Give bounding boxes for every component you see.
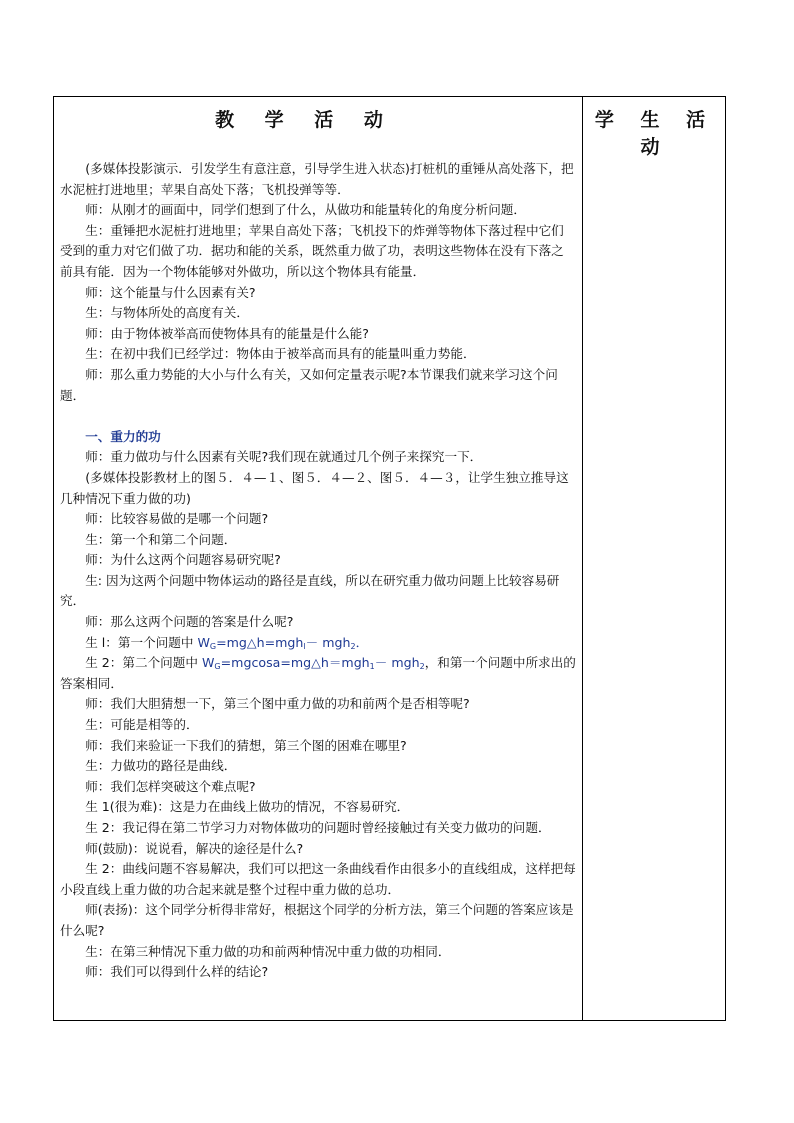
paragraph: 生: 因为这两个问题中物体运动的路径是直线，所以在研究重力做功问题上比较容易研究． bbox=[60, 572, 560, 609]
w-symbol: W bbox=[201, 655, 215, 671]
paragraph: 师：重力做功与什么因素有关呢?我们现在就通过几个例子来探究一下． bbox=[85, 449, 483, 465]
spacer bbox=[60, 406, 576, 427]
paragraph: (多媒体投影教材上的图５．４—１、图５．４—２、图５．４—３，让学生独立推导这几种情况下重力做的功) bbox=[60, 469, 569, 506]
subscript-g: G bbox=[214, 662, 221, 672]
paragraph: 生 2：曲线问题不容易解决，我们可以把这一条曲线看作由很多小的直线组成，这样把每小段直线上重力做的功合起来就是整个过程中重力做的总功． bbox=[60, 861, 576, 897]
paragraph: 师：由于物体被举高而使物体具有的能量是什么能? bbox=[85, 325, 369, 341]
student-activity-header: 学 生 活 动 bbox=[594, 109, 716, 158]
line-suffix: ，和第一个问题中所求出的答案相同． bbox=[60, 655, 576, 691]
teaching-content bbox=[60, 159, 576, 983]
w-symbol: W bbox=[197, 634, 210, 650]
paragraph: (多媒体投影演示．引发学生有意注意，引导学生进入状态)打桩机的重锤从高处落下，把水泥桩打进地里；苹果自高处下落；飞机投弹等等． bbox=[60, 161, 574, 197]
formula-line-1 bbox=[60, 633, 576, 654]
paragraph: 师：这个能量与什么因素有关? bbox=[85, 284, 256, 300]
paragraph: 师：比较容易做的是哪一个问题? bbox=[85, 511, 269, 527]
paragraph: 师：我们来验证一下我们的猜想，第三个图的困难在哪里? bbox=[85, 737, 407, 753]
formula-wg bbox=[197, 635, 368, 650]
paragraph: 生：可能是相等的． bbox=[85, 717, 199, 733]
line-prefix: 生 l：第一个问题中 bbox=[85, 634, 198, 650]
formula-wg-cos bbox=[202, 655, 425, 670]
paragraph: 生：力做功的路径是曲线． bbox=[85, 758, 237, 774]
formula-end: ． bbox=[355, 634, 369, 650]
paragraph: 师(表扬)：这个同学分析得非常好，根据这个同学的分析方法，第三个问题的答案应该是什么呢? bbox=[60, 902, 574, 938]
paragraph: 师：那么重力势能的大小与什么有关，又如何定量表示呢?本节课我们就来学习这个问题． bbox=[60, 366, 558, 403]
column-divider bbox=[582, 97, 583, 1020]
line-prefix: 生 2：第二个问题中 bbox=[85, 655, 202, 671]
formula-part: － mgh bbox=[305, 634, 351, 650]
formula-line-2 bbox=[60, 653, 576, 694]
paragraph: 师(鼓励)：说说看，解决的途径是什么? bbox=[85, 840, 304, 856]
paragraph: 生：在初中我们已经学过：物体由于被举高而具有的能量叫重力势能． bbox=[85, 346, 476, 362]
paragraph: 师：我们可以得到什么样的结论? bbox=[85, 964, 269, 980]
subscript-2: 2 bbox=[419, 662, 425, 672]
teaching-activity-header: 教 学 活 动 bbox=[215, 109, 395, 131]
paragraph: 师：我们大胆猜想一下，第三个图中重力做的功和前两个是否相等呢? bbox=[85, 696, 470, 712]
paragraph: 师：为什么这两个问题容易研究呢? bbox=[85, 552, 281, 568]
paragraph: 师：我们怎样突破这个难点呢? bbox=[85, 778, 256, 794]
formula-part: =mg△h=mgh bbox=[216, 634, 304, 650]
subscript-g: G bbox=[209, 641, 217, 651]
paragraph: 生 1(很为难)：这是力在曲线上做功的情况，不容易研究． bbox=[85, 799, 410, 815]
subscript-1: 1 bbox=[369, 662, 375, 672]
formula-part: － mgh bbox=[374, 655, 420, 671]
paragraph: 生：重锤把水泥桩打进地里；苹果自高处下落；飞机投下的炸弹等物体下落过程中它们受到的重力对它们做了功．据功和能的关系，既然重力做了功，表明这些物体在没有下落之前具有能．因为一个物体能够对外做功，所以这个物体具有能量． bbox=[60, 222, 564, 279]
subscript-l: l bbox=[303, 641, 306, 651]
lesson-table bbox=[53, 96, 726, 1021]
paragraph: 师：那么这两个问题的答案是什么呢? bbox=[85, 614, 294, 630]
paragraph: 生：第一个和第二个问题． bbox=[85, 531, 237, 547]
section-heading: 一、重力的功 bbox=[85, 428, 161, 444]
paragraph: 生：在第三种情况下重力做的功和前两种情况中重力做的功相同． bbox=[85, 943, 451, 959]
paragraph: 师：从刚才的画面中，同学们想到了什么，从做功和能量转化的角度分析问题． bbox=[85, 202, 526, 218]
subscript-2: 2 bbox=[350, 641, 356, 651]
paragraph: 生 2：我记得在第二节学习力对物体做功的问题时曾经接触过有关变力做功的问题． bbox=[85, 820, 551, 835]
formula-part: =mgcosa=mg△h＝mgh bbox=[220, 655, 370, 671]
paragraph: 生：与物体所处的高度有关． bbox=[85, 305, 249, 321]
